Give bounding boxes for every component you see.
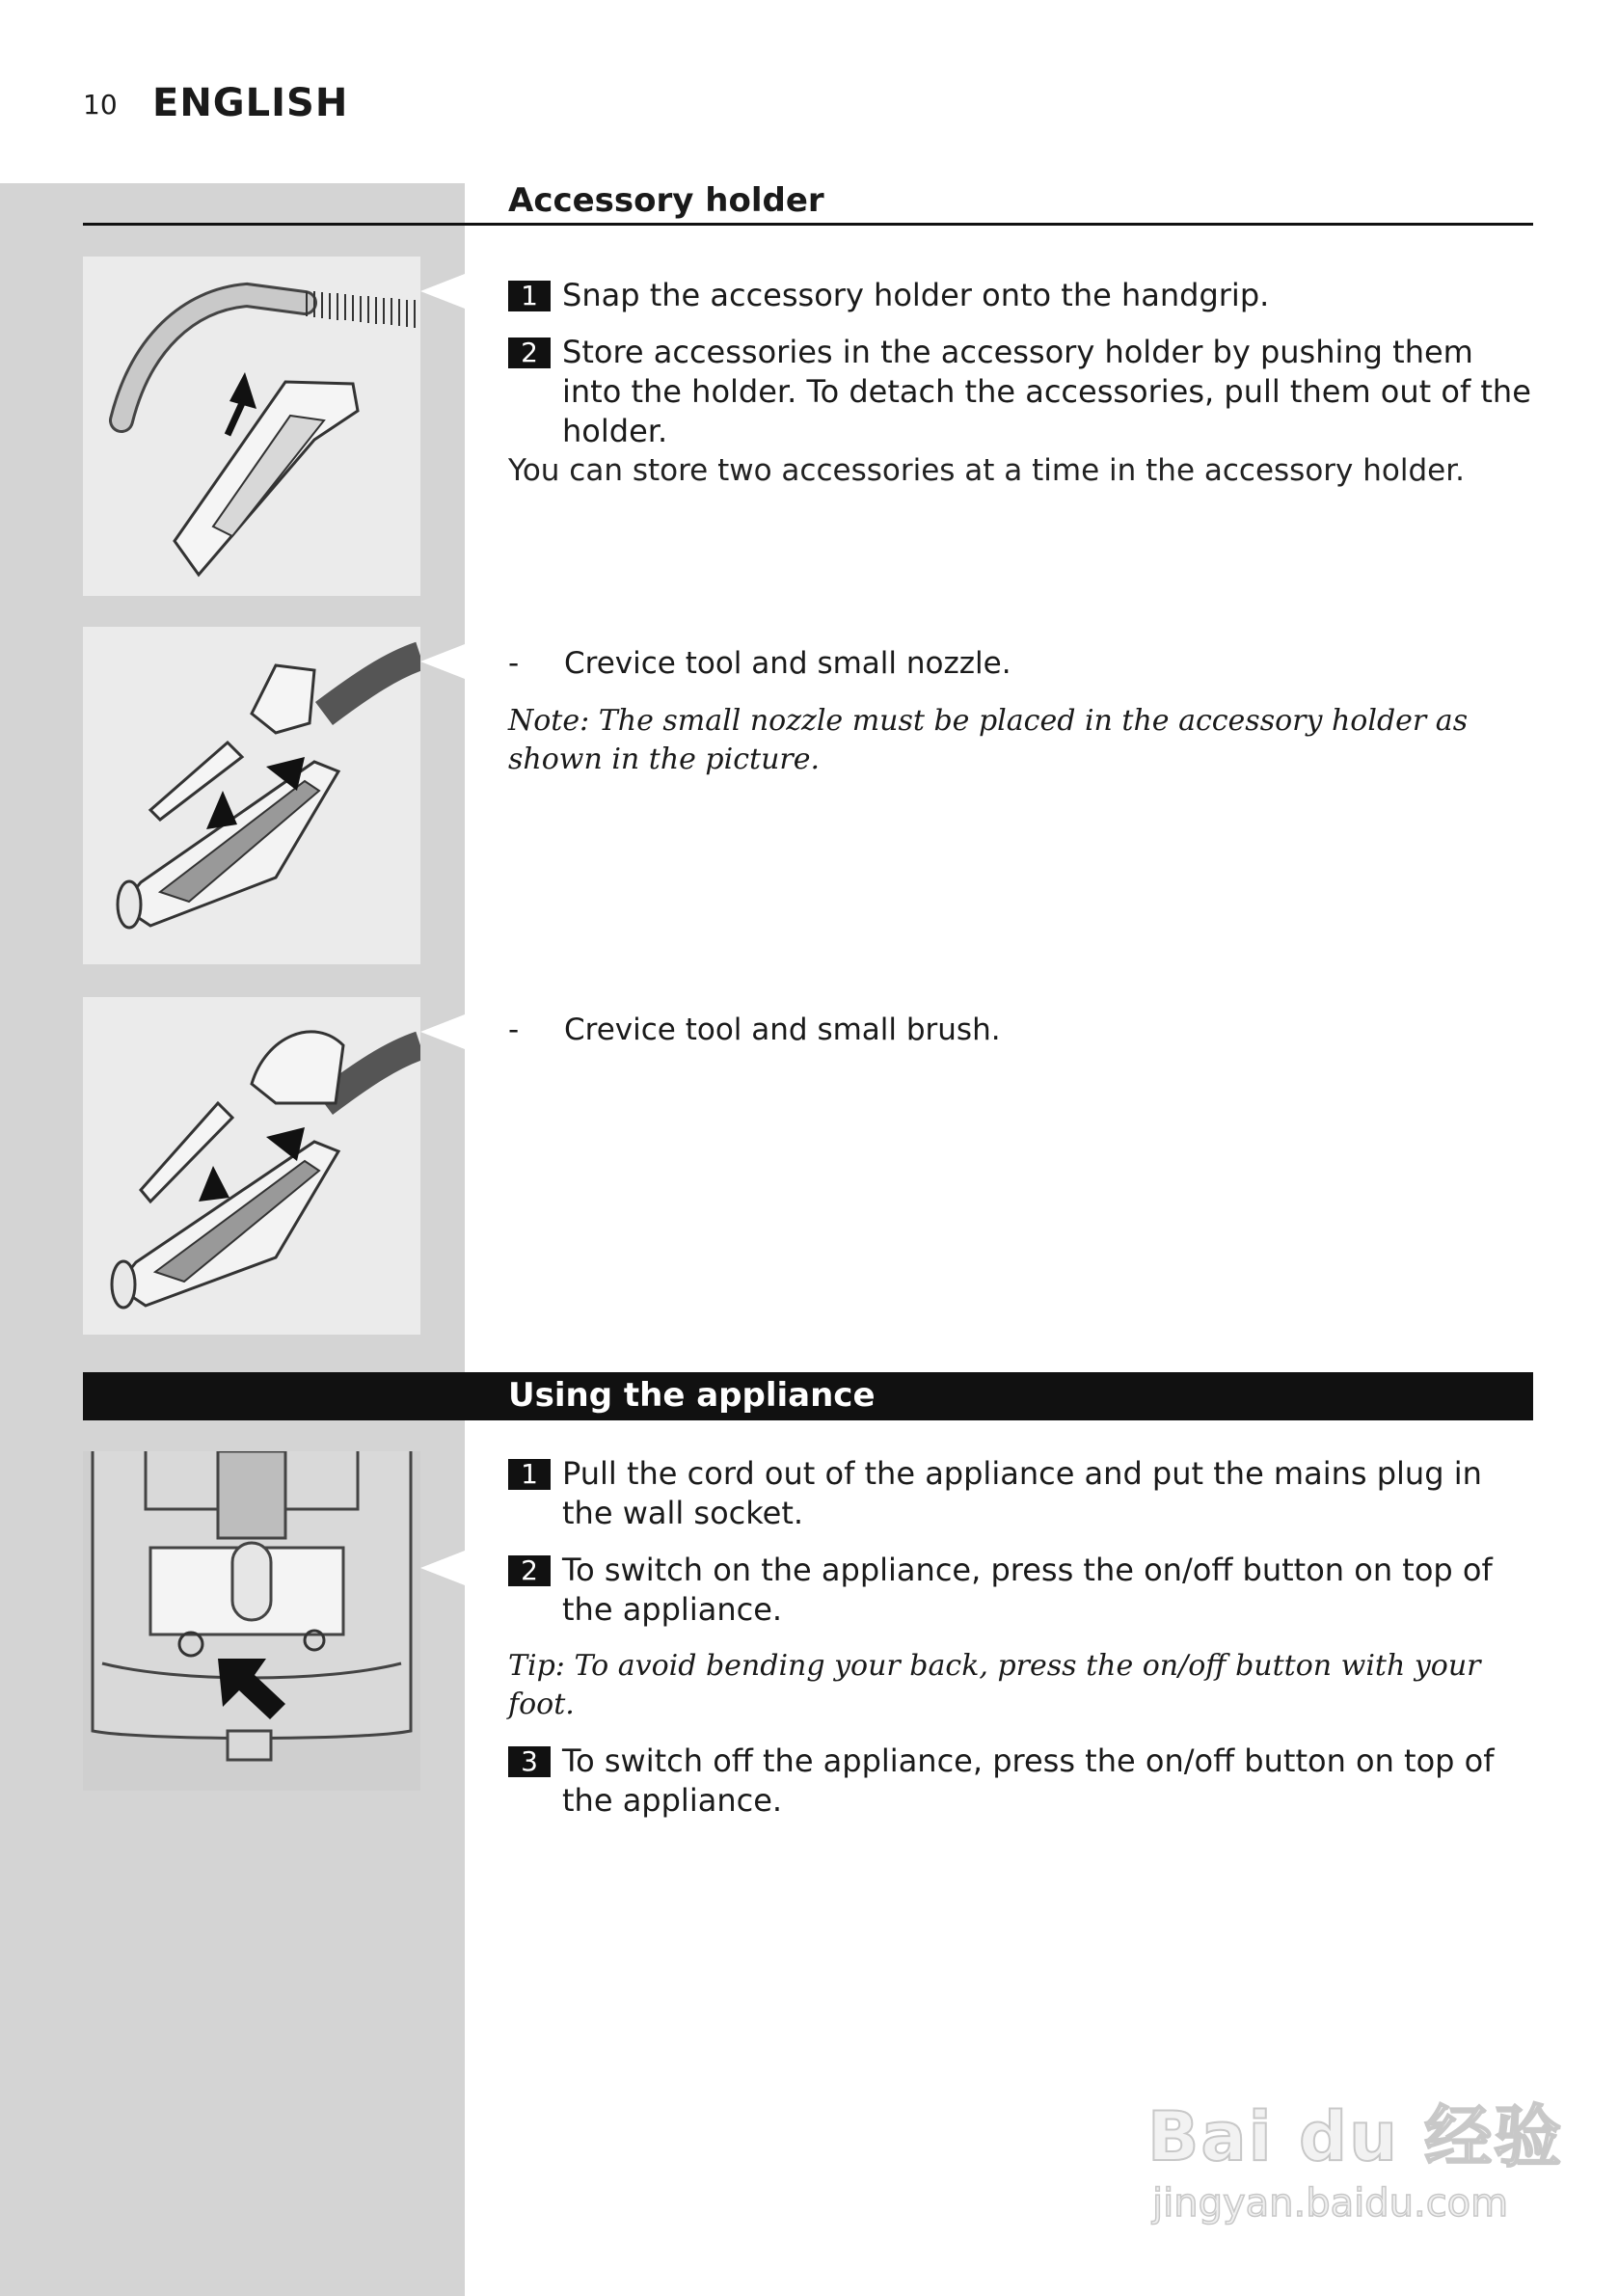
step-text: Pull the cord out of the appliance and put the mains plug in the wall socket.	[562, 1455, 1482, 1531]
illustration-brush-holder	[83, 997, 420, 1335]
step-number: 2	[508, 338, 551, 368]
illustration-onoff-button	[83, 1451, 420, 1791]
info-text: You can store two accessories at a time in the accessory holder.	[508, 453, 1465, 488]
section-title-using-appliance: Using the appliance	[508, 1376, 876, 1415]
step-number: 2	[508, 1555, 551, 1586]
using-appliance-steps	[508, 1454, 1540, 1821]
step-text: To switch off the appliance, press the on/off button on top of the appliance.	[562, 1742, 1495, 1819]
brush-bullet-block	[508, 1011, 1540, 1049]
bullet-item	[508, 1011, 1540, 1049]
tip-text: Tip: To avoid bending your back, press the on/off button with your foot.	[508, 1649, 1481, 1721]
panel-pointer	[420, 644, 465, 679]
bullet-dash: -	[508, 646, 520, 681]
step-text: Store accessories in the accessory holder by pushing them into the holder. To detach the accessories, pull them out of the holder.	[562, 334, 1531, 449]
bullet-item	[508, 644, 1540, 683]
panel-pointer	[420, 1551, 465, 1585]
step-item	[508, 1742, 1540, 1821]
section-title-accessory-holder: Accessory holder	[508, 181, 824, 220]
nozzle-bullet-block	[508, 644, 1540, 779]
page-number: 10	[83, 89, 118, 121]
watermark-url: jingyan.baidu.com	[1152, 2181, 1509, 2226]
step-text: Snap the accessory holder onto the handgrip.	[562, 277, 1270, 313]
step-number: 1	[508, 1459, 551, 1490]
bullet-text: Crevice tool and small nozzle.	[564, 646, 1011, 681]
bullet-dash: -	[508, 1013, 520, 1047]
step-number: 3	[508, 1746, 551, 1777]
step-text: To switch on the appliance, press the on/off button on top of the appliance.	[562, 1552, 1493, 1628]
illustration-holder-handgrip	[83, 257, 420, 596]
step-number: 1	[508, 281, 551, 311]
illustration-nozzle-holder	[83, 627, 420, 964]
step-item	[508, 1454, 1540, 1533]
language-heading: ENGLISH	[152, 81, 349, 125]
panel-pointer	[420, 1014, 465, 1049]
section-rule	[83, 223, 1533, 226]
step-item	[508, 1551, 1540, 1630]
bullet-text: Crevice tool and small brush.	[564, 1013, 1001, 1047]
panel-pointer	[420, 274, 465, 309]
note-text: Note: The small nozzle must be placed in the accessory holder as shown in the picture.	[508, 704, 1469, 776]
watermark-brand: Bai du 经验	[1147, 2097, 1564, 2176]
step-item	[508, 276, 1540, 315]
accessory-holder-steps	[508, 276, 1540, 490]
step-item	[508, 333, 1540, 451]
